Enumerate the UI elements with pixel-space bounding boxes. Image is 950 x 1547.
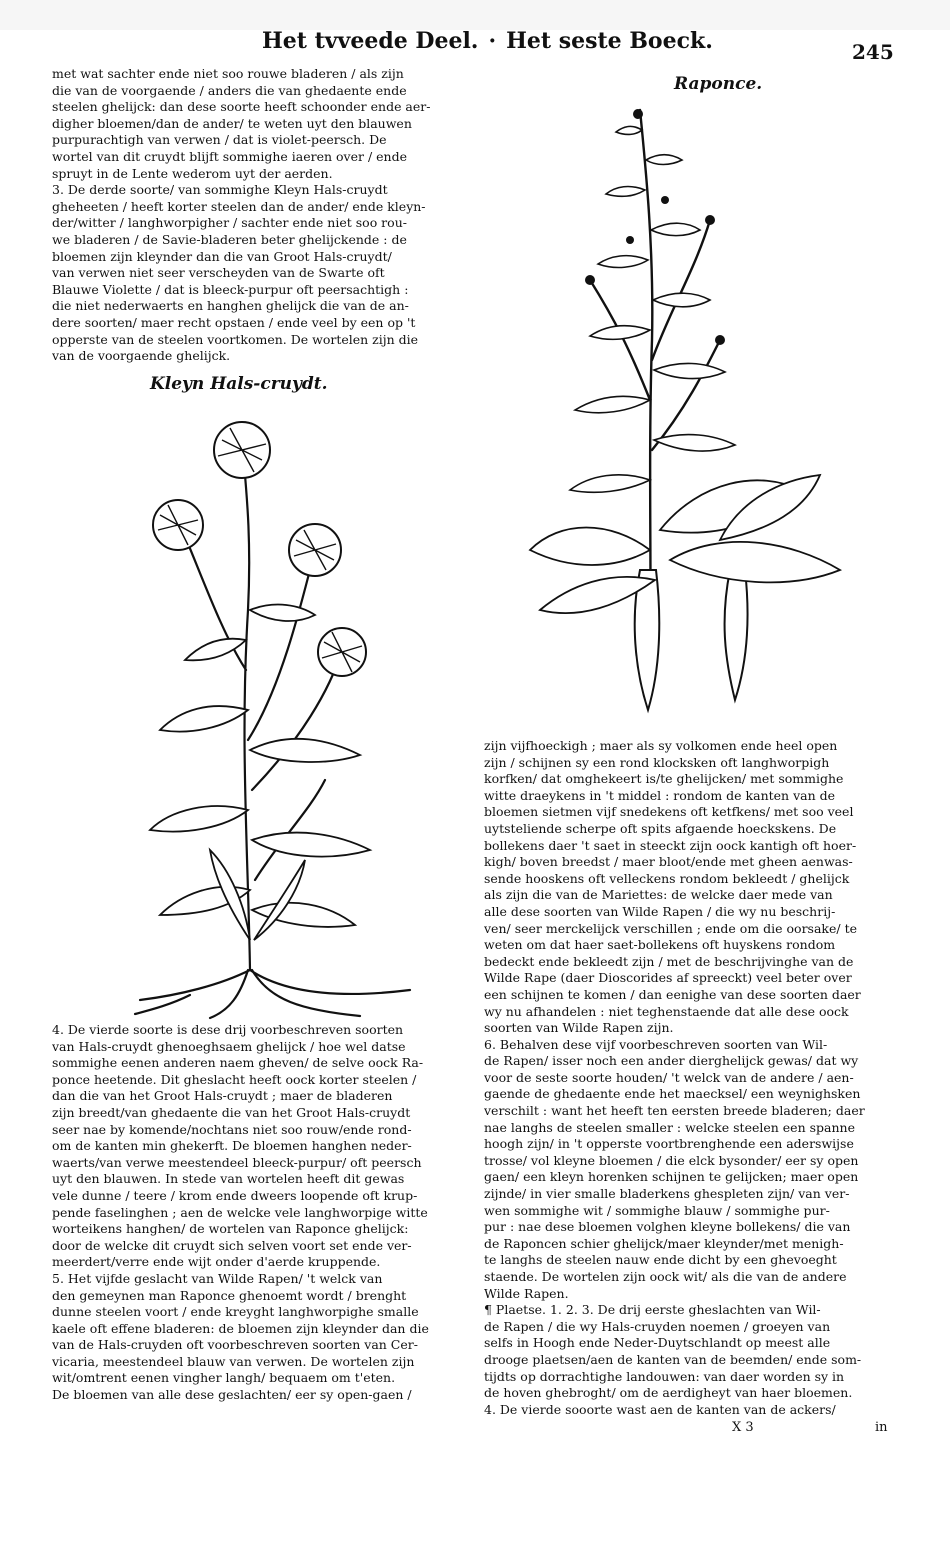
right-text-line: verschilt : want het heeft ten eersten breede bladeren; daer (484, 1103, 865, 1119)
right-text-line: tijdts op dorrachtighe landouwen: van daer worden sy in (484, 1368, 845, 1384)
left-bottom-text-line: ponce heetende. Dit gheslacht heeft oock korter steelen / (52, 1071, 417, 1087)
right-text-line: 6. Behalven dese vijf voorbeschreven soorten van Wil- (484, 1036, 828, 1052)
left-top-text-line: van de voorgaende ghelijck. (52, 348, 231, 364)
right-text-line: weten om dat haer saet-bollekens oft huyskens rondom (484, 937, 836, 953)
left-bottom-text-line: van de Hals-cruyden oft voorbeschreven soorten van Cer- (52, 1337, 418, 1353)
left-top-text-line: die van de voorgaende / anders die van ghedaente ende (52, 82, 407, 98)
caption-raponce: Raponce. (674, 74, 763, 94)
right-text-line: trosse/ vol kleyne bloemen / die elck bysonder/ eer sy open (484, 1152, 859, 1168)
right-text-line: een schijnen te komen / dan eenighe van dese soorten daer (484, 986, 861, 1002)
right-text-line: de Raponcen schier ghelijck/maer kleynder/met menigh- (484, 1235, 844, 1251)
left-bottom-text-line: waerts/van verwe meestendeel bleeck-purpur/ oft peersch (52, 1154, 422, 1170)
left-column-top-text (52, 66, 458, 365)
left-top-text-line: we bladeren / de Savie-bladeren beter ghelijckende : de (52, 231, 407, 247)
right-text-line: ven/ seer merckelijck verschillen ; ende om die oorsake/ te (484, 920, 857, 936)
left-bottom-text-line: De bloemen van alle dese geslachten/ eer sy open-gaen / (52, 1387, 412, 1403)
right-text-line: te langhs de steelen nauw ende dicht by een ghevoeght (484, 1252, 837, 1268)
right-text-line: alle dese soorten van Wilde Rapen / die wy nu beschrij- (484, 903, 836, 919)
left-top-text-line: der/witter / langhworpigher / sachter ende niet soo rou- (52, 215, 407, 231)
woodcut-raponce (520, 100, 870, 720)
left-bottom-text-line: pende faselinghen ; aen de welcke vele langhworpige witte (52, 1204, 428, 1220)
header-left: Het tvveede Deel. (262, 28, 479, 54)
left-bottom-text-line: sommighe eenen anderen naem gheven/ de selve oock Ra- (52, 1055, 424, 1071)
right-text-line: de hoven ghebroght/ om de aerdigheyt van haer bloemen. (484, 1385, 853, 1401)
right-text-line: Wilde Rapen. (484, 1285, 569, 1301)
right-text-line: gaende de ghedaente ende het maecksel/ een weynighsken (484, 1086, 861, 1102)
left-bottom-text-line: seer nae by komende/nochtans niet soo rouw/ende rond- (52, 1121, 412, 1137)
left-bottom-text-line: vicaria, meestendeel blauw van verwen. De wortelen zijn (52, 1353, 415, 1369)
running-header: Het tvveede Deel. · Het seste Boeck. (262, 28, 713, 54)
right-text-line: zijnde/ in vier smalle bladerkens ghespleten zijn/ van ver- (484, 1186, 850, 1202)
left-bottom-text-line: 5. Het vijfde geslacht van Wilde Rapen/ 't welck van (52, 1270, 383, 1286)
right-text-line: witte draeykens in 't middel : rondom de kanten van de (484, 787, 836, 803)
page-edge-shade (0, 0, 950, 30)
left-bottom-text-line: dunne steelen voort / ende kreyght langhworpighe smalle (52, 1304, 419, 1320)
left-top-text-line: 3. De derde soorte/ van sommighe Kleyn Hals-cruydt (52, 182, 388, 198)
left-bottom-text-line: wit/omtrent eenen vingher langh/ bequaem om t'eten. (52, 1370, 396, 1386)
catchword: in (875, 1420, 888, 1435)
right-text-line: korfken/ dat omghekeert is/te ghelijcken/ met sommighe (484, 771, 844, 787)
left-bottom-text-line: meerdert/verre ende wijt onder d'aerde kruppende. (52, 1254, 381, 1270)
left-top-text-line: dere soorten/ maer recht opstaen / ende veel by een op 't (52, 314, 416, 330)
right-text-line: wen sommighe wit / sommighe blauw / sommighe pur- (484, 1202, 830, 1218)
right-text-line: gaen/ een kleyn horenken schijnen te gelijcken; maer open (484, 1169, 859, 1185)
left-top-text-line: wortel van dit cruydt blijft sommighe iaeren over / ende (52, 148, 407, 164)
left-top-text-line: Blauwe Violette / dat is bleeck-purpur oft peersachtigh : (52, 281, 409, 297)
left-bottom-text-line: uyt den blauwen. In stede van wortelen heeft dit gewas (52, 1171, 405, 1187)
left-bottom-text-line: kaele oft effene bladeren: de bloemen zijn kleynder dan die (52, 1320, 429, 1336)
left-bottom-text-line: 4. De vierde soorte is dese drij voorbeschreven soorten (52, 1022, 404, 1037)
right-text-line: pur : nae dese bloemen volghen kleyne bollekens/ die van (484, 1219, 851, 1235)
left-top-text-line: steelen ghelijck: dan dese soorte heeft schoonder ende aer- (52, 99, 431, 115)
right-text-line: hoogh zijn/ in 't opperste voortbrenghende een aderswijse (484, 1136, 854, 1152)
left-top-text-line: bloemen zijn kleynder dan die van Groot Hals-cruydt/ (52, 248, 392, 264)
right-text-line: de Rapen/ isser noch een ander dierghelijck gewas/ dat wy (484, 1053, 859, 1069)
right-text-line: voor de seste soorte houden/ 't welck van de andere / aen- (484, 1069, 854, 1085)
plant-illustration-icon (130, 410, 420, 1020)
right-text-line: bloemen sietmen vijf snedekens oft ketfkens/ met soo veel (484, 804, 854, 820)
left-top-text-line: spruyt in de Lente wederom uyt der aerden. (52, 165, 333, 181)
left-bottom-text-line: vele dunne / teere / krom ende dweers loopende oft krup- (52, 1187, 418, 1203)
right-text-line: uytsteliende scherpe oft spits afgaende hoeckskens. De (484, 820, 837, 836)
right-text-line: Wilde Rape (daer Dioscorides af spreeckt) veel beter over (484, 970, 852, 986)
right-text-line: soorten van Wilde Rapen zijn. (484, 1020, 674, 1036)
right-text-line: selfs in Hoogh ende Neder-Duytschlandt op meest alle (484, 1335, 831, 1351)
right-column-text (484, 738, 894, 1418)
right-text-line: zijn vijfhoeckigh ; maer als sy volkomen ende heel open (484, 738, 838, 753)
left-top-text-line: met wat sachter ende niet soo rouwe bladeren / als zijn (52, 66, 404, 81)
left-top-text-line: van verwen niet seer verscheyden van de Swarte oft (52, 265, 385, 281)
left-bottom-text-line: zijn breedt/van ghedaente die van het Groot Hals-cruydt (52, 1104, 411, 1120)
plant-illustration-icon (520, 100, 870, 720)
right-text-line: nae langhs de steelen smaller : welcke steelen een spanne (484, 1119, 855, 1135)
right-text-line: de Rapen / die wy Hals-cruyden noemen / groeyen van (484, 1318, 831, 1334)
right-text-line: staende. De wortelen zijn oock wit/ als die van de andere (484, 1269, 847, 1284)
left-column-bottom-text (52, 1022, 460, 1404)
woodcut-kleyn-hals-cruydt (130, 410, 420, 1020)
left-top-text-line: gheheeten / heeft korter steelen dan de ander/ ende kleyn- (52, 198, 426, 214)
right-text-line: sende hooskens oft velleckens rondom bekleedt / ghelijck (484, 870, 850, 886)
left-top-text-line: opperste van de steelen voortkomen. De wortelen zijn die (52, 331, 419, 347)
caption-kleyn-hals-cruydt: Kleyn Hals-cruydt. (150, 374, 328, 394)
right-text-line: als zijn die van de Mariettes: de welcke daer mede van (484, 887, 833, 903)
header-right: Het seste Boeck. (506, 28, 713, 54)
left-top-text-line: digher bloemen/dan de ander/ te weten uyt den blauwen (52, 115, 412, 131)
right-text-line: ¶ Plaetse. 1. 2. 3. De drij eerste gheslachten van Wil- (484, 1302, 821, 1318)
left-bottom-text-line: den gemeynen man Raponce ghenoemt wordt / brenght (52, 1287, 407, 1303)
left-bottom-text-line: dan die van het Groot Hals-cruydt ; maer de bladeren (52, 1088, 393, 1104)
right-text-line: bollekens daer 't saet in steeckt zijn oock kantigh oft hoer- (484, 837, 857, 853)
left-bottom-text-line: van Hals-cruydt ghenoeghsaem ghelijck / hoe wel datse (52, 1038, 406, 1054)
right-text-line: zijn / schijnen sy een rond klocksken oft langhworpigh (484, 754, 830, 770)
left-bottom-text-line: door de welcke dit cruydt sich selven voort set ende ver- (52, 1237, 412, 1253)
left-bottom-text-line: worteikens hanghen/ de wortelen van Raponce ghelijck: (52, 1221, 409, 1237)
signature-mark: X 3 (732, 1420, 754, 1435)
right-text-line: 4. De vierde sooorte wast aen de kanten van de ackers/ (484, 1401, 836, 1417)
right-text-line: drooge plaetsen/aen de kanten van de beemden/ ende som- (484, 1351, 862, 1367)
page-number: 245 (852, 40, 894, 64)
left-bottom-text-line: om de kanten min ghekerft. De bloemen hanghen neder- (52, 1138, 412, 1154)
right-text-line: kigh/ boven breedst / maer bloot/ende met gheen aenwas- (484, 854, 853, 870)
left-top-text-line: die niet nederwaerts en hanghen ghelijck die van de an- (52, 298, 409, 314)
right-text-line: wy nu afhandelen : niet teghenstaende dat alle dese oock (484, 1003, 849, 1019)
right-text-line: bedeckt ende bekleedt zijn / met de beschrijvinghe van de (484, 953, 854, 969)
left-top-text-line: purpurachtigh van verwen / dat is violet-peersch. De (52, 132, 387, 148)
